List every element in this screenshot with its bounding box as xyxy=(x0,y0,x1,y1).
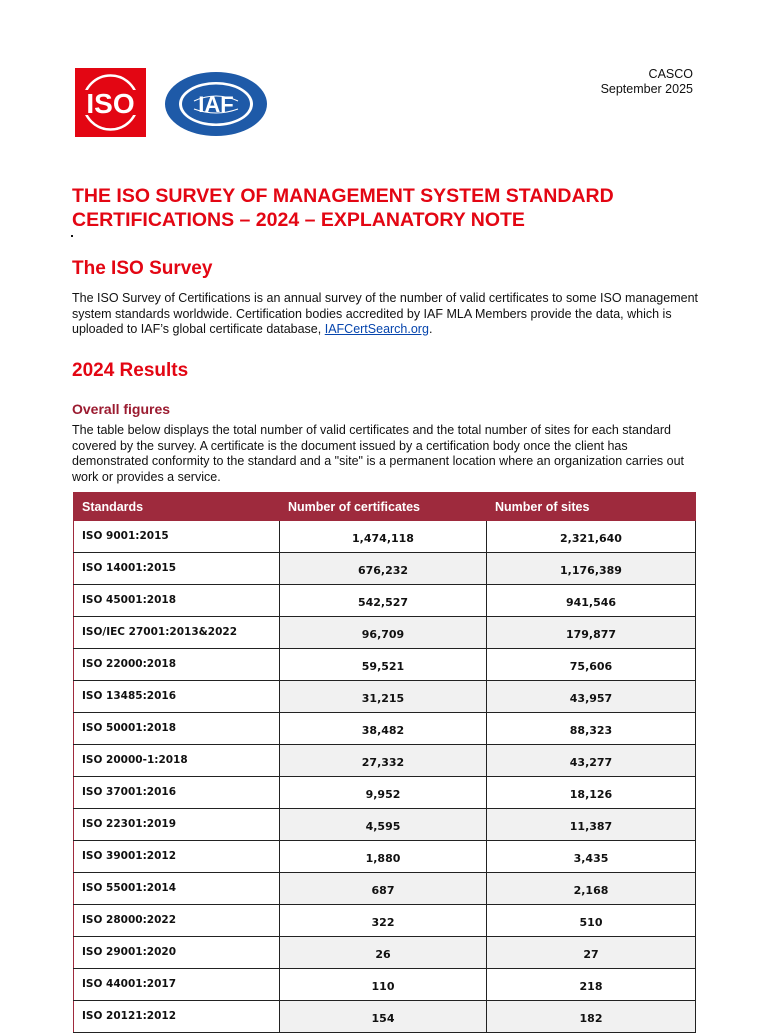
survey-paragraph xyxy=(72,291,702,338)
stray-mark xyxy=(71,235,73,237)
results-heading: 2024 Results xyxy=(72,360,189,381)
certificates-cell: 96,709 xyxy=(280,617,487,649)
survey-text-end: . xyxy=(428,322,433,336)
certificates-cell: 31,215 xyxy=(280,681,487,713)
table-row xyxy=(74,777,696,809)
survey-section xyxy=(72,258,702,338)
table-row xyxy=(74,617,696,649)
table-row xyxy=(74,681,696,713)
standard-cell: ISO 20000-1:2018 xyxy=(74,745,280,777)
sites-cell: 11,387 xyxy=(487,809,696,841)
iso-logo-graphic xyxy=(75,68,146,137)
sites-cell: 2,168 xyxy=(487,873,696,905)
publication-date: September 2025 xyxy=(600,82,693,96)
table-row xyxy=(74,585,696,617)
standard-cell: ISO 20121:2012 xyxy=(74,1001,280,1033)
certificates-cell: 1,474,118 xyxy=(280,521,487,553)
standard-cell: ISO/IEC 27001:2013&2022 xyxy=(74,617,280,649)
results-table-wrap xyxy=(73,492,695,1033)
sites-cell: 88,323 xyxy=(487,713,696,745)
certificates-cell: 38,482 xyxy=(280,713,487,745)
results-intro: The table below displays the total number of valid certificates and the total number of sites for each standard covered by the survey. A certificate is the document issued by a certification body once the client has demonstrated conformity to the standard and a "site" is a permanent location where an organization carries out work or provides a service. xyxy=(72,423,684,484)
table-row xyxy=(74,905,696,937)
iso-logo xyxy=(75,68,146,137)
standard-cell: ISO 44001:2017 xyxy=(74,969,280,1001)
header-sites: Number of sites xyxy=(487,493,696,521)
survey-text: The ISO Survey of Certifications is an annual survey of the number of valid certificates to some ISO management system standards worldwide. Certification bodies accredited by IAF MLA Members provide the data, which is uploaded to IAF’s global certificate database, xyxy=(72,291,698,336)
standard-cell: ISO 22000:2018 xyxy=(74,649,280,681)
table-row xyxy=(74,713,696,745)
table-row xyxy=(74,521,696,553)
overall-figures-heading: Overall figures xyxy=(72,401,171,417)
certificates-cell: 676,232 xyxy=(280,553,487,585)
certificates-cell: 110 xyxy=(280,969,487,1001)
certificates-cell: 154 xyxy=(280,1001,487,1033)
table-row xyxy=(74,649,696,681)
standard-cell: ISO 13485:2016 xyxy=(74,681,280,713)
standard-cell: ISO 28000:2022 xyxy=(74,905,280,937)
header-certificates: Number of certificates xyxy=(280,493,487,521)
standard-cell: ISO 22301:2019 xyxy=(74,809,280,841)
sites-cell: 510 xyxy=(487,905,696,937)
sites-cell: 2,321,640 xyxy=(487,521,696,553)
standard-cell: ISO 39001:2012 xyxy=(74,841,280,873)
certificates-cell: 26 xyxy=(280,937,487,969)
sites-cell: 75,606 xyxy=(487,649,696,681)
iaf-logo-graphic xyxy=(164,71,268,137)
certificates-cell: 4,595 xyxy=(280,809,487,841)
sites-cell: 43,277 xyxy=(487,745,696,777)
iso-logo-text: ISO xyxy=(86,88,135,119)
standard-cell: ISO 45001:2018 xyxy=(74,585,280,617)
sites-cell: 182 xyxy=(487,1001,696,1033)
table-row xyxy=(74,809,696,841)
certificates-cell: 9,952 xyxy=(280,777,487,809)
survey-heading: The ISO Survey xyxy=(72,258,213,279)
header-standards: Standards xyxy=(74,493,280,521)
results-section xyxy=(72,360,702,485)
sites-cell: 18,126 xyxy=(487,777,696,809)
sites-cell: 27 xyxy=(487,937,696,969)
sites-cell: 43,957 xyxy=(487,681,696,713)
standard-cell: ISO 14001:2015 xyxy=(74,553,280,585)
table-row xyxy=(74,969,696,1001)
table-row xyxy=(74,553,696,585)
iafcertsearch-link[interactable]: IAFCertSearch.org xyxy=(324,322,429,336)
table-row xyxy=(74,937,696,969)
results-table xyxy=(73,492,696,1033)
document-meta xyxy=(601,67,693,97)
sites-cell: 941,546 xyxy=(487,585,696,617)
standard-cell: ISO 55001:2014 xyxy=(74,873,280,905)
iaf-logo-text: IAF xyxy=(198,92,234,117)
table-header-row xyxy=(74,493,696,521)
iaf-logo xyxy=(164,71,268,137)
standard-cell: ISO 29001:2020 xyxy=(74,937,280,969)
standard-cell: ISO 9001:2015 xyxy=(74,521,280,553)
sites-cell: 179,877 xyxy=(487,617,696,649)
standard-cell: ISO 50001:2018 xyxy=(74,713,280,745)
certificates-cell: 1,880 xyxy=(280,841,487,873)
certificates-cell: 27,332 xyxy=(280,745,487,777)
certificates-cell: 322 xyxy=(280,905,487,937)
certificates-cell: 542,527 xyxy=(280,585,487,617)
table-row xyxy=(74,841,696,873)
certificates-cell: 59,521 xyxy=(280,649,487,681)
table-row xyxy=(74,745,696,777)
document-title: THE ISO SURVEY OF MANAGEMENT SYSTEM STANDARD CERTIFICATIONS – 2024 – EXPLANATORY NOTE xyxy=(72,185,614,231)
org-name: CASCO xyxy=(648,67,693,81)
sites-cell: 3,435 xyxy=(487,841,696,873)
table-row xyxy=(74,873,696,905)
table-row xyxy=(74,1001,696,1033)
sites-cell: 218 xyxy=(487,969,696,1001)
sites-cell: 1,176,389 xyxy=(487,553,696,585)
certificates-cell: 687 xyxy=(280,873,487,905)
standard-cell: ISO 37001:2016 xyxy=(74,777,280,809)
